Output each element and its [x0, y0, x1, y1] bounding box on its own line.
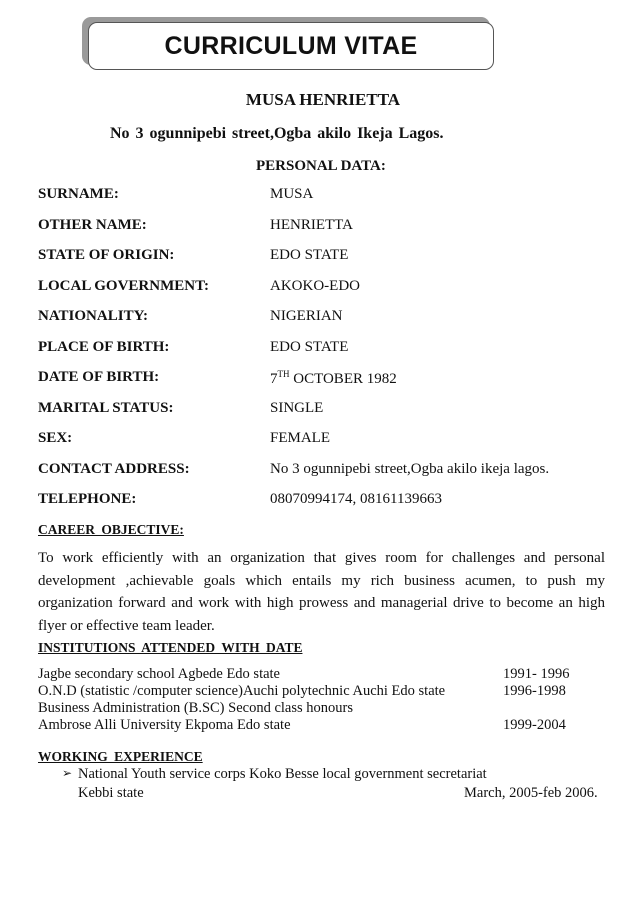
- field-label: NATIONALITY:: [38, 308, 149, 324]
- field-label: SURNAME:: [38, 186, 119, 202]
- arrow-bullet-icon: ➢: [62, 766, 73, 780]
- field-label: SEX:: [38, 430, 73, 446]
- field-label: DATE OF BIRTH:: [38, 369, 160, 385]
- personal-row: [38, 308, 618, 328]
- field-value: SINGLE: [270, 400, 324, 416]
- institution-row: [38, 683, 598, 700]
- institution-date: 1991- 1996: [503, 666, 570, 682]
- institution-name: Business Administration (B.SC) Second class honours: [38, 700, 353, 716]
- field-value: 08070994174, 08161139663: [270, 491, 442, 507]
- personal-row: [38, 491, 618, 511]
- institution-date: 1996-1998: [503, 683, 566, 699]
- personal-row: [38, 339, 618, 359]
- candidate-address: No 3 ogunnipebi street,Ogba akilo Ikeja Lagos.: [110, 125, 444, 142]
- field-value: NIGERIAN: [270, 308, 343, 324]
- field-value: HENRIETTA: [270, 217, 353, 233]
- field-value: No 3 ogunnipebi street,Ogba akilo ikeja lagos.: [270, 461, 550, 477]
- institution-date: 1999-2004: [503, 717, 566, 733]
- institution-row: [38, 700, 598, 717]
- institution-name: Ambrose Alli University Ekpoma Edo state: [38, 717, 291, 733]
- working-experience-heading: WORKING EXPERIENCE: [38, 749, 203, 764]
- field-value: AKOKO-EDO: [270, 278, 360, 294]
- work-dates: March, 2005-feb 2006.: [464, 785, 598, 801]
- career-objective-heading: CAREER OBJECTIVE:: [38, 522, 184, 537]
- field-value: 7TH OCTOBER 1982: [270, 369, 397, 387]
- personal-row: [38, 400, 618, 420]
- field-value: FEMALE: [270, 430, 330, 446]
- personal-row: [38, 186, 618, 206]
- personal-row: [38, 217, 618, 237]
- title-banner: [88, 22, 494, 70]
- institution-row: [38, 666, 598, 683]
- field-value: EDO STATE: [270, 339, 349, 355]
- institution-name: Jagbe secondary school Agbede Edo state: [38, 666, 280, 682]
- personal-row: [38, 278, 618, 298]
- field-label: TELEPHONE:: [38, 491, 137, 507]
- institutions-heading: INSTITUTIONS ATTENDED WITH DATE: [38, 640, 303, 655]
- personal-row: [38, 430, 618, 450]
- institution-name: O.N.D (statistic /computer science)Auchi polytechnic Auchi Edo state: [38, 683, 446, 699]
- career-objective-text: To work efficiently with an organization that gives room for challenges and personal development ,achievable goals which entails my rich business acumen, to push my organization forward and work with high prowess and managerial drive to become an high flyer or effective team leader.: [38, 550, 605, 634]
- candidate-name: MUSA HENRIETTA: [245, 90, 401, 109]
- personal-row: [38, 247, 618, 267]
- field-label: PLACE OF BIRTH:: [38, 339, 170, 355]
- field-label: STATE OF ORIGIN:: [38, 247, 175, 263]
- document-title: CURRICULUM VITAE: [164, 31, 418, 60]
- work-organization: National Youth service corps Koko Besse local government secretariat: [78, 766, 487, 782]
- institution-row: [38, 717, 598, 734]
- field-label: LOCAL GOVERNMENT:: [38, 278, 209, 294]
- field-label: CONTACT ADDRESS:: [38, 461, 190, 477]
- field-value: MUSA: [270, 186, 314, 202]
- personal-row: [38, 461, 618, 481]
- field-value: EDO STATE: [270, 247, 349, 263]
- personal-row: [38, 369, 618, 389]
- personal-data-heading: PERSONAL DATA:: [256, 158, 386, 174]
- work-location: Kebbi state: [78, 785, 144, 801]
- field-label: OTHER NAME:: [38, 217, 147, 233]
- field-label: MARITAL STATUS:: [38, 400, 174, 416]
